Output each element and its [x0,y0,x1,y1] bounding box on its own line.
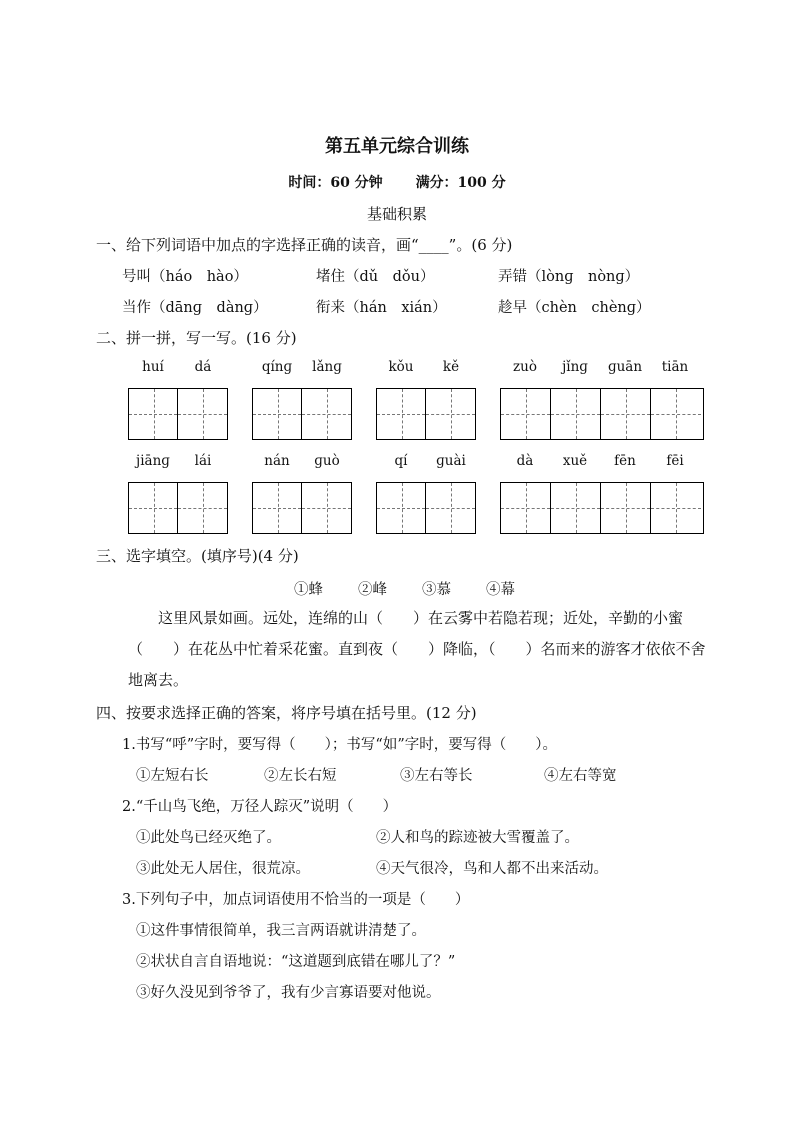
pinyin-label: lǎnɡ [312,359,342,375]
q3-choice: ②峰 [358,582,387,598]
q3-passage: 这里风景如画。远处，连绵的山（ ）在云雾中若隐若现；近处，辛勤的小蜜（ ）在花丛中忙着采花蜜。直到夜（ ）降临，（ ）名而来的游客才依依不舍地离去。 [128,609,706,689]
page-title: 第五单元综合训练 [325,136,469,157]
q4-option: ③好久没见到爷爷了，我有少言寡语要对他说。 [136,985,441,1001]
q4-option: ②左长右短 [264,768,337,784]
writing-grid[interactable] [128,482,228,534]
q3-choice: ④幕 [486,582,515,598]
pinyin-label: kǒu [388,359,414,375]
q4-sub-question: 1.书写“呼”字时，要写得（ ）；书写“如”字时，要写得（ ）。 [122,737,557,753]
pinyin-label: dá [194,359,212,375]
writing-grid[interactable] [500,482,704,534]
pinyin-label: zuò [513,359,537,375]
q4-option: ②人和鸟的踪迹被大雪覆盖了。 [376,830,579,846]
pinyin-label: ɡuān [607,359,643,375]
writing-grid[interactable] [128,388,228,440]
section-heading: 基础积累 [366,205,427,223]
pinyin-label: lái [194,453,212,469]
pinyin-label: fēn [614,453,636,469]
pinyin-label: jǐnɡ [562,359,588,375]
pinyin-label: ɡuài [436,453,466,469]
pinyin-label: huí [142,359,164,375]
q1-item: 堵住（dǔ dǒu） [316,269,435,285]
q4-option: ①此处鸟已经灭绝了。 [136,830,281,846]
pinyin-label: kě [442,359,460,375]
q1-item: 当作（dānɡ dànɡ） [122,300,268,316]
q4-option: ②状状自言自语地说：“这道题到底错在哪儿了？” [136,954,456,970]
question-1: 一、给下列词语中加点的字选择正确的读音，画“____”。(6 分) [96,236,513,254]
q4-option: ①这件事情很简单，我三言两语就讲清楚了。 [136,923,426,939]
exam-meta [0,172,794,192]
pinyin-label: ɡuò [314,453,340,469]
writing-grid[interactable] [376,482,476,534]
q3-choice: ③慕 [422,582,451,598]
q1-item: 弄错（lònɡ nònɡ） [498,269,640,285]
full-score: 满分：100 分 [415,175,506,191]
q1-item: 号叫（háo hào） [122,269,248,285]
pinyin-label: fēi [666,453,684,469]
q4-option: ④天气很冷，鸟和人都不出来活动。 [376,861,608,877]
question-2: 二、拼一拼，写一写。(16 分) [96,329,297,347]
writing-grid[interactable] [252,482,352,534]
pinyin-label: xuě [562,453,588,469]
pinyin-label: jiānɡ [136,453,170,469]
q1-item: 衔来（hán xián） [316,300,447,316]
q3-choice: ①蜂 [294,582,323,598]
writing-grid[interactable] [252,388,352,440]
q1-item: 趁早（chèn chènɡ） [498,300,651,316]
time-limit: 时间：60 分钟 [288,175,383,191]
pinyin-label: dà [516,453,534,469]
q4-sub-question: 3.下列句子中，加点词语使用不恰当的一项是（ ） [122,892,470,908]
q4-option: ①左短右长 [136,768,209,784]
q4-option: ④左右等宽 [544,768,617,784]
q4-option: ③此处无人居住，很荒凉。 [136,861,310,877]
pinyin-label: qí [394,453,408,469]
question-4: 四、按要求选择正确的答案，将序号填在括号里。(12 分) [96,704,477,722]
pinyin-label: tiān [661,359,689,375]
writing-grid[interactable] [500,388,704,440]
pinyin-label: qínɡ [261,359,293,375]
q4-sub-question: 2.“千山鸟飞绝，万径人踪灭”说明（ ） [122,799,398,815]
q4-option: ③左右等长 [400,768,473,784]
pinyin-label: nán [264,453,290,469]
question-3: 三、选字填空。(填序号)(4 分) [96,547,299,565]
writing-grid[interactable] [376,388,476,440]
